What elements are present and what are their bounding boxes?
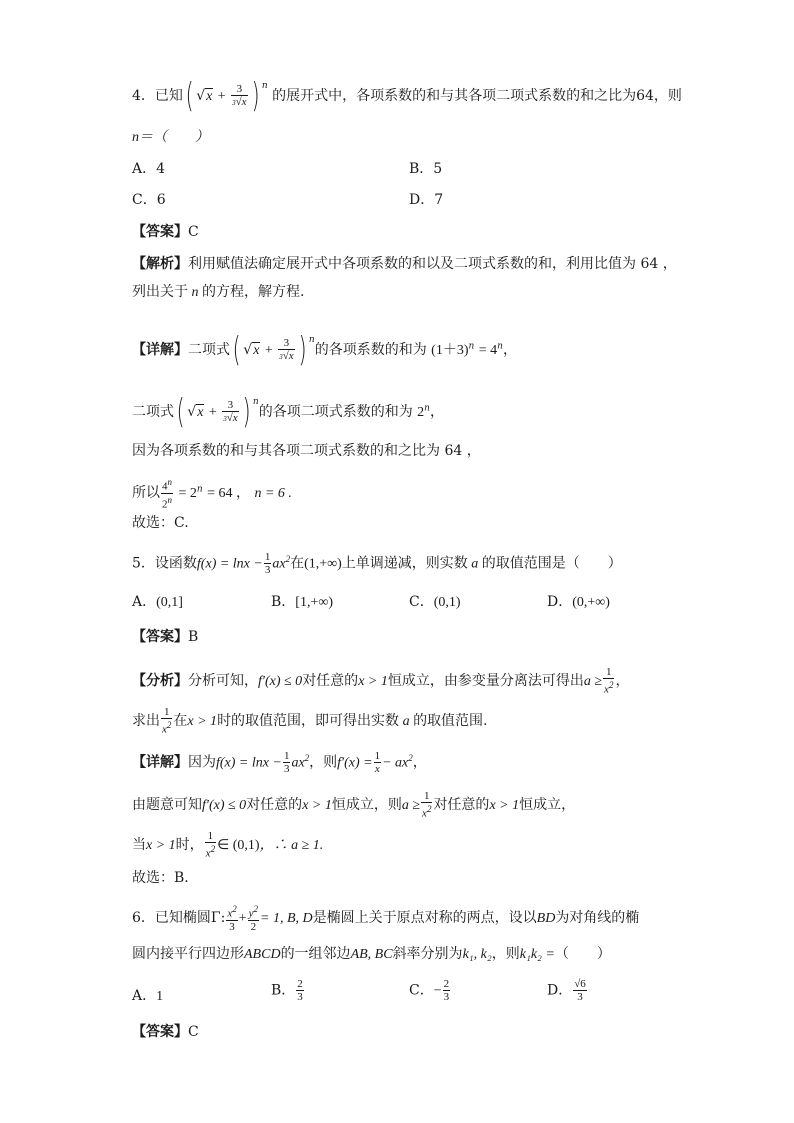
- q6-answer: 【答案】C: [132, 1024, 199, 1040]
- q4-option-d[interactable]: D．7: [409, 192, 444, 208]
- q4-detail-line1: 【详解】二项式( √x + $\frac{3}{3√x}$ ) $^n$的各项系数的和为 $(1+3)^n = 4^n$，: [132, 330, 517, 370]
- q4-stem-line1: 4．已知( √x + $\frac{3}{3√x}$ ) $^n$ 的展开式中，各项系数的和与其各项二项式系数的和之比为64，则: [132, 76, 682, 116]
- q6-stem-line2: 圆内接平行四边形ABCD的一组邻边AB, BC斜率分别为k₁, k₂，则k₁k₂ =（ ）: [132, 946, 611, 962]
- sqrt-x: √x: [196, 88, 213, 104]
- q4-ratio: 64: [636, 88, 654, 104]
- q5-conclusion: 故选：B.: [132, 870, 189, 886]
- q5-answer: 【答案】B: [132, 629, 199, 645]
- fraction-3-over-cbrt-x: $\frac{3}{3√x}$: [232, 83, 247, 108]
- q5-detail-line2: 由题意可知f′(x) ≤ 0对任意的x > 1恒成立，则a ≥ $\frac{1}{x^2}$ 对任意的x > 1恒成立，: [132, 790, 576, 820]
- q5-detail-line3: 当x > 1时， $\frac{1}{x^2}$ ∈ (0,1)，∴ a ≥ 1.: [132, 830, 324, 860]
- q4-stem-line2: n＝（ ）: [132, 130, 209, 145]
- q4-answer: 【答案】C: [132, 224, 199, 240]
- q6-option-c[interactable]: C．− $\frac{2}{3}$: [409, 978, 450, 1003]
- q4-detail-line2: 二项式( √x + $\frac{3}{3√x}$ ) $^n$的各项二项式系数的和为 2$^n$，: [132, 392, 444, 432]
- q5-option-d[interactable]: D．(0,+∞): [547, 594, 610, 610]
- q4-conclusion: 故选：C.: [132, 515, 189, 531]
- q4-stem-text: 的展开式中，各项系数的和与其各项二项式系数的和之比为: [272, 88, 637, 104]
- q4-lead: 4．已知: [132, 88, 183, 104]
- q5-option-a[interactable]: A．(0,1]: [132, 594, 183, 610]
- q5-stem: 5．设函数f(x) = lnx − $\frac{1}{3}$ $ax^2$在(1,+∞)上单调递减，则实数 a 的取值范围是（ ）: [132, 551, 622, 577]
- q6-option-b[interactable]: B． $\frac{2}{3}$: [271, 978, 303, 1003]
- q4-option-b[interactable]: B．5: [409, 161, 443, 177]
- q6-option-d[interactable]: D． $\frac{√6}{3}$: [547, 978, 586, 1003]
- paren-left: (: [185, 76, 194, 116]
- q6-option-a[interactable]: A．1: [132, 988, 164, 1004]
- q4-option-c[interactable]: C．6: [132, 192, 166, 208]
- q6-stem-line1: 6．已知椭圆Γ: $\frac{x^2}{3}$ + $\frac{y^2}{2}$ = 1, B, D是椭圆上关于原点对称的两点，设以BD为对角线的椭: [132, 904, 640, 933]
- q4-detail-line4: 所以 $\frac{4^n}{2^n}$ = $2^n = 64$ ， n = 6 .: [132, 477, 292, 511]
- q5-option-b[interactable]: B．[1,+∞): [271, 594, 333, 610]
- q4-analysis-line2: 列出关于 n 的方程，解方程.: [132, 284, 305, 300]
- q5-detail-line1: 【详解】因为f(x) = lnx − $\frac{1}{3}$ $ax^2$，则f′(x) = $\frac{1}{x}$ − $ax^2$，: [132, 750, 427, 776]
- q4-stem-tail: ，则: [653, 88, 682, 104]
- q5-analysis-line1: 【分析】分析可知，f′(x) ≤ 0对任意的x > 1恒成立，由参变量分离法可得出a ≥ $\frac{1}{x^2}$ ，: [132, 666, 630, 696]
- q4-detail-line3: 因为各项系数的和与其各项二项式系数的和之比为 64 ，: [132, 443, 481, 459]
- q4-option-a[interactable]: A．4: [132, 161, 166, 177]
- paren-right: ): [251, 76, 260, 116]
- q4-analysis-line1: 【解析】利用赋值法确定展开式中各项系数的和以及二项式系数的和，利用比值为 64 ，: [132, 256, 677, 272]
- q5-analysis-line2: 求出 $\frac{1}{x^2}$ 在x > 1时的取值范围，即可得出实数 a 的取值范围.: [132, 706, 488, 736]
- q5-option-c[interactable]: C．(0,1): [409, 594, 461, 610]
